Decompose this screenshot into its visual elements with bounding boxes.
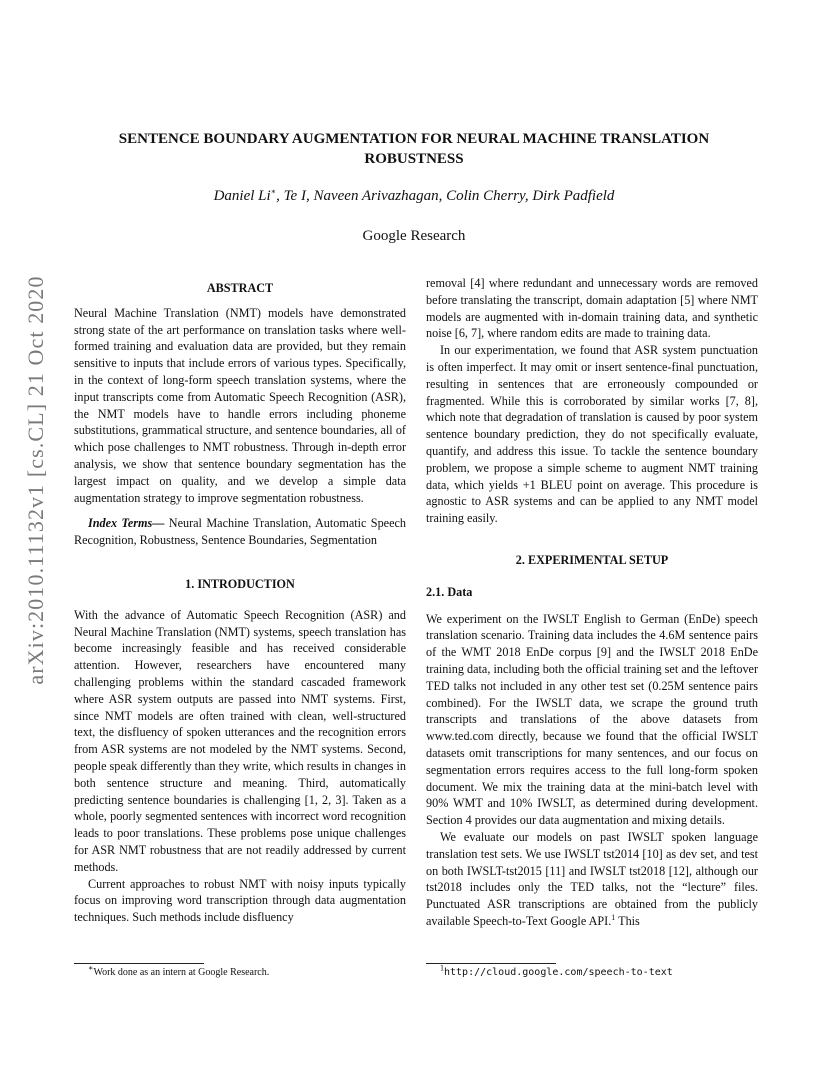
index-terms-label: Index Terms—	[88, 516, 165, 531]
data-paragraph-2-tail: This	[615, 913, 640, 928]
data-subheading: 2.1. Data	[426, 584, 473, 599]
title-line-2: ROBUSTNESS	[364, 151, 464, 167]
abstract-body: Neural Machine Translation (NMT) models have demonstrated strong state of the art performance on translation tasks where well-formed training and evaluation data are provided, but they remain sensitive to inputs that include errors of various types. Specifically, in the context of long-form speech translation systems, where the input transcripts come from Automatic Speech Recognition (ASR), the NMT models have to handle errors including phoneme substitutions, grammatical structure, and sentence boundaries, all of which pose challenges to NMT robustness. Through in-depth error analysis, we show that sentence boundary segmentation has the largest impact on quality, and we develop a simple data augmentation strategy to improve segmentation robustness.	[74, 305, 406, 505]
right-column	[426, 275, 758, 930]
author-footnote-mark: ∗	[270, 187, 277, 196]
right-footnote-url: http://cloud.google.com/speech-to-text	[444, 967, 673, 978]
setup-heading: 2. EXPERIMENTAL SETUP	[515, 552, 669, 567]
author-rest: , Te I, Naveen Arivazhagan, Colin Cherry, Dirk Padfield	[276, 188, 615, 204]
right-footnote	[440, 963, 673, 979]
author-list	[70, 186, 758, 206]
intro-heading: 1. INTRODUCTION	[185, 576, 295, 591]
right-paragraph-2: In our experimentation, we found that ASR system punctuation is often imperfect. It may omit or insert sentence-final punctuation, resulting in sentences that are erroneously compounded or fragmented. While this is corroborated by similar works [7, 8], which note that degradation of translation is caused by poor system sentence boundary prediction, they do not specifically evaluate, quantify, and address this issue. To tackle the sentence boundary problem, we propose a simple scheme to augment NMT training data, which yields +1 BLEU point on average. This procedure is agnostic to ASR systems and can be applied to any NMT model training easily.	[426, 343, 758, 526]
left-footnote-mark: ∗	[88, 963, 94, 973]
right-paragraph-1: removal [4] where redundant and unnecessary words are removed before translating the transcript, domain adaptation [5] where NMT models are augmented with in-domain training data, and synthetic noise [6, 7], where random edits are made to training data.	[426, 276, 758, 341]
index-terms	[74, 515, 406, 549]
data-paragraph-2	[426, 829, 758, 930]
abstract-heading: ABSTRACT	[206, 281, 274, 295]
affiliation: Google Research	[362, 228, 466, 244]
left-column	[74, 280, 406, 926]
footnote-1-mark: 1	[611, 912, 616, 922]
intro-paragraph-1: With the advance of Automatic Speech Recognition (ASR) and Neural Machine Translation (NMT) systems, speech translation has become increasingly feasible and has received considerable attention. However, researchers have encountered many challenging problems within the standard cascaded framework where ASR system outputs are passed into NMT systems. First, since NMT models are often trained with clean, well-structured text, the disfluency of spoken utterances and the recognition errors from ASR systems are not modeled by the NMT systems. Second, people speak differently than they write, which results in changes in both sentence structure and meaning. Third, automatically predicting sentence boundaries is challenging [1, 2, 3]. Taken as a whole, poorly segmented sentences with incorrect word recognition leads to poor translations. These problems pose unique challenges for ASR NMT robustness that are not readily addressed by current methods.	[74, 607, 406, 874]
paper-title	[70, 129, 758, 169]
intro-paragraph-2: Current approaches to robust NMT with noisy inputs typically focus on improving word transcription through data augmentation techniques. Such methods include disfluency	[74, 876, 406, 925]
left-footnote-rule	[74, 963, 204, 964]
title-line-1: SENTENCE BOUNDARY AUGMENTATION FOR NEURAL MACHINE TRANSLATION	[118, 131, 710, 147]
data-paragraph-2-text: We evaluate our models on past IWSLT spoken language translation test sets. We use IWSLT tst2014 [10] as dev set, and test on both IWSLT-tst2015 [11] and IWSLT tst2018 [12], although our tst2018 includes only the TED talks, not the “lecture” files. Punctuated ASR transcriptions are obtained from the publicly available Speech-to-Text Google API.	[426, 829, 758, 928]
left-footnote	[88, 963, 270, 979]
index-terms-text: Neural Machine Translation, Automatic Speech Recognition, Robustness, Sentence Boundaries, Segmentation	[74, 516, 406, 548]
arxiv-stamp: arXiv:2010.11132v1 [cs.CL] 21 Oct 2020	[23, 275, 48, 685]
left-footnote-text: Work done as an intern at Google Research.	[93, 967, 270, 978]
data-paragraph-1: We experiment on the IWSLT English to German (EnDe) speech translation scenario. Training data includes the 4.6M sentence pairs of the WMT 2018 EnDe corpus [9] and the IWSLT 2018 EnDe training data, including both the official training set and the leftover TED talks not included in any other test set (0.25M sentence pairs combined). For the IWSLT data, we scrape the ground truth transcripts and translations of the above datasets from www.ted.com directly, because we found that the official IWSLT datasets omit transcriptions for many sentences, and our focus on segmentation errors requires access to the full long-form spoken document. We mix the training data at the mini-batch level with 90% WMT and 10% IWSLT, as determined during development. Section 4 provides our data augmentation and mixing details.	[426, 611, 758, 828]
author-first: Daniel Li	[213, 188, 271, 204]
right-footnote-mark: 1	[440, 963, 444, 973]
right-footnote-rule	[426, 963, 556, 964]
